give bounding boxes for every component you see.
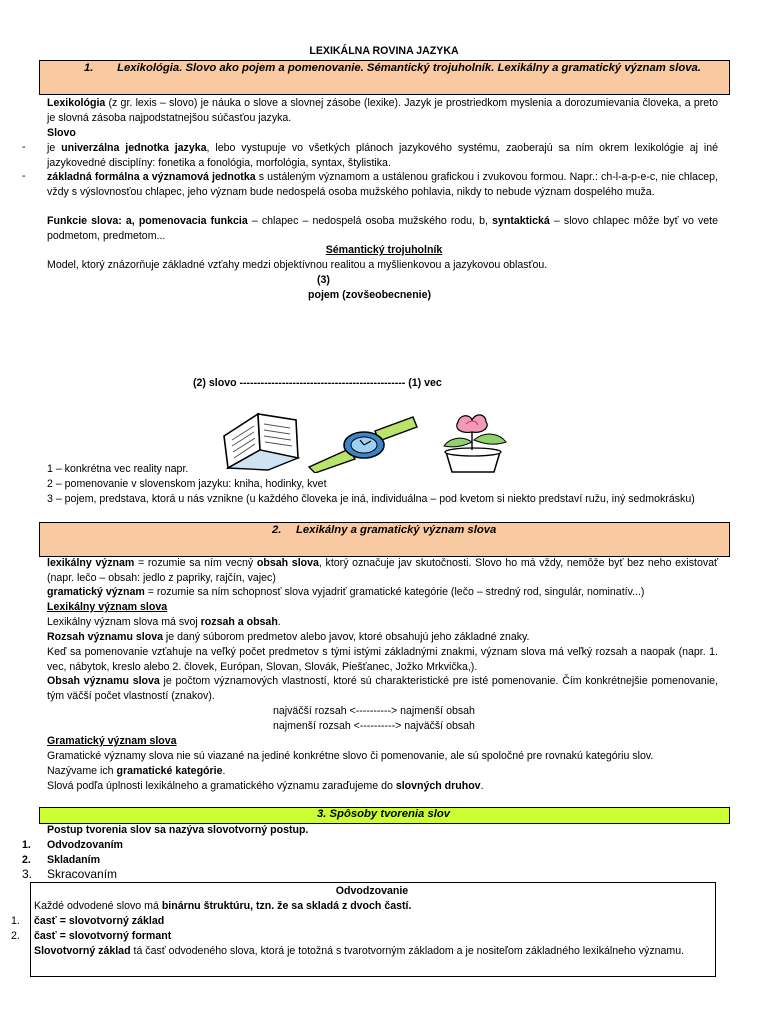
lexical-meaning-title: Lexikálny význam slova bbox=[47, 601, 168, 613]
grammatical-meaning-text: Gramatické významy slova nie sú viazané na jediné konkrétne slovo či pomenovanie, ale sú spoločné pre rovnakú kategóriu slov. bbox=[47, 750, 654, 762]
list-number: 3. bbox=[22, 867, 33, 881]
list-number: 1. bbox=[22, 839, 31, 851]
watch-illustration bbox=[305, 413, 419, 473]
slovo-point-1: je univerzálna jednotka jazyka, lebo vystupuje vo všetkých plánoch jazykového systému, zaoberajú sa ním okrem lexikológie aj iné jazykovedné disciplíny: fonetika a fonológia, morfológia, syntax, štylistika. bbox=[47, 142, 718, 169]
section1-heading: Lexikológia. Slovo ako pojem a pomenovanie. Sémantický trojuholník. Lexikálny a gramatický význam slova. bbox=[117, 62, 701, 74]
scope-example-paragraph: Keď sa pomenovanie vzťahuje na veľký počet predmetov s tými istými základnými znakmi, význam slova má veľký rozsah a naopak (napr. 1. vec, nábytok, kreslo alebo 2. človek, Európan, Slovan, Slovák, Piešťanec, Jožko Mrkvička,). bbox=[47, 646, 718, 673]
derivation-text: Každé odvodené slovo má binárnu štruktúru, tzn. že sa skladá z dvoch častí. bbox=[34, 900, 412, 912]
derivation-part-1: časť = slovotvorný základ bbox=[34, 915, 165, 927]
triangle-pojem: pojem (zovšeobecnenie) bbox=[308, 289, 432, 301]
word-classes-text: Slová podľa úplnosti lexikálneho a gramatického významu zaraďujeme do slovných druhov. bbox=[47, 780, 484, 792]
lexical-meaning-paragraph: lexikálny význam = rozumie sa ním vecný obsah slova, ktorý označuje jav skutočnosti. Slovo ho má vždy, nemôže byť bez neho existovať (napr. lečo – obsah: jedlo z papriky, rajčín, vajec) bbox=[47, 557, 718, 584]
triangle-base-line: (2) slovo ----------------------------------------------- (1) vec bbox=[193, 377, 442, 389]
list-number: 1. bbox=[11, 915, 20, 927]
grammatical-categories-text: Nazývame ich gramatické kategórie. bbox=[47, 765, 226, 777]
content-paragraph: Obsah významu slova je počtom významových vlastností, ktoré sú charakteristické pre isté pomenovanie. Čím konkrétnejšie pomenovanie, tým väčší počet vlastností (znakov). bbox=[47, 675, 719, 702]
grammatical-meaning-paragraph: gramatický význam = rozumie sa ním schopnosť slova vyjadriť gramatické kategórie (lečo – stredný rod, singulár, nominatív...) bbox=[47, 586, 645, 598]
derivation-part-2: časť = slovotvorný formant bbox=[34, 930, 172, 942]
note-1: 1 – konkrétna vec reality napr. bbox=[47, 463, 189, 475]
book-illustration bbox=[218, 406, 304, 472]
bullet-dash: - bbox=[22, 141, 26, 153]
intro-paragraph: Lexikológia (z gr. lexis – slovo) je náuka o slove a slovnej zásobe (lexike). Jazyk je prostriedkom myslenia a dorozumievania človeka, a preto je slovná zásoba najpodstatnejšou súčasťou jazyka. bbox=[47, 97, 718, 124]
derivation-base-text: Slovotvorný základ tá časť odvodeného slova, ktorá je totožná s tvarotvorným základom a je nositeľom základného lexikálneho významu. bbox=[34, 945, 685, 957]
funkcie-paragraph: Funkcie slova: a, pomenovacia funkcia – chlapec – nedospelá osoba mužského rodu, b, syntaktická – slovo chlapec môže byť vo vete podmetom, predmetom... bbox=[47, 215, 718, 242]
word-formation-intro: Postup tvorenia slov sa nazýva slovotvorný postup. bbox=[47, 824, 309, 836]
method-item-2: Skladaním bbox=[47, 854, 100, 866]
slovo-point-2: základná formálna a významová jednotka s ustáleným významom a ustálenou grafickou i zvukovou formou. Napr.: ch-l-a-p-e-c, nie chlacep, vždy s výslovnosťou chlapec, jeho význam bude nedospelá osoba mužského pohlavia, nikdy to nebude význam dospelého muža. bbox=[47, 171, 718, 198]
triangle-label-3: (3) bbox=[317, 274, 330, 286]
scope-paragraph: Rozsah významu slova je daný súborom predmetov alebo javov, ktoré obsahujú jeho základné znaky. bbox=[47, 631, 530, 643]
semantic-triangle-title: Sémantický trojuholník bbox=[325, 244, 443, 256]
scope-arrow-2: najmenší rozsah <----------> najväčší obsah bbox=[273, 720, 475, 732]
document-title: LEXIKÁLNA ROVINA JAZYKA bbox=[309, 45, 459, 57]
bullet-dash: - bbox=[22, 170, 26, 182]
list-number: 2. bbox=[11, 930, 20, 942]
lexical-meaning-text: Lexikálny význam slova má svoj rozsah a obsah. bbox=[47, 616, 281, 628]
section2-number: 2. bbox=[272, 524, 282, 536]
note-2: 2 – pomenovanie v slovenskom jazyku: kniha, hodinky, kvet bbox=[47, 478, 327, 490]
section3-heading: 3. Spôsoby tvorenia slov bbox=[316, 808, 451, 820]
semantic-triangle-text: Model, ktorý znázorňuje základné vzťahy medzi objektívnou realitou a myšlienkovou a jazykovou oblasťou. bbox=[47, 259, 548, 271]
flower-pot-illustration bbox=[426, 412, 520, 474]
section1-number: 1. bbox=[84, 62, 94, 74]
grammatical-meaning-title: Gramatický význam slova bbox=[47, 735, 177, 747]
list-number: 2. bbox=[22, 854, 31, 866]
section2-heading: Lexikálny a gramatický význam slova bbox=[296, 524, 497, 536]
note-3: 3 – pojem, predstava, ktorá u nás vznikne (u každého človeka je iná, individuálna – pod kvetom si niekto predstaví ružu, iný sedmokrásku) bbox=[47, 493, 695, 505]
method-item-3: Skracovaním bbox=[47, 867, 118, 881]
scope-arrow-1: najväčší rozsah <----------> najmenší obsah bbox=[273, 705, 475, 717]
method-item-1: Odvodzovaním bbox=[47, 839, 123, 851]
derivation-title: Odvodzovanie bbox=[335, 885, 409, 897]
slovo-label: Slovo bbox=[47, 127, 76, 139]
